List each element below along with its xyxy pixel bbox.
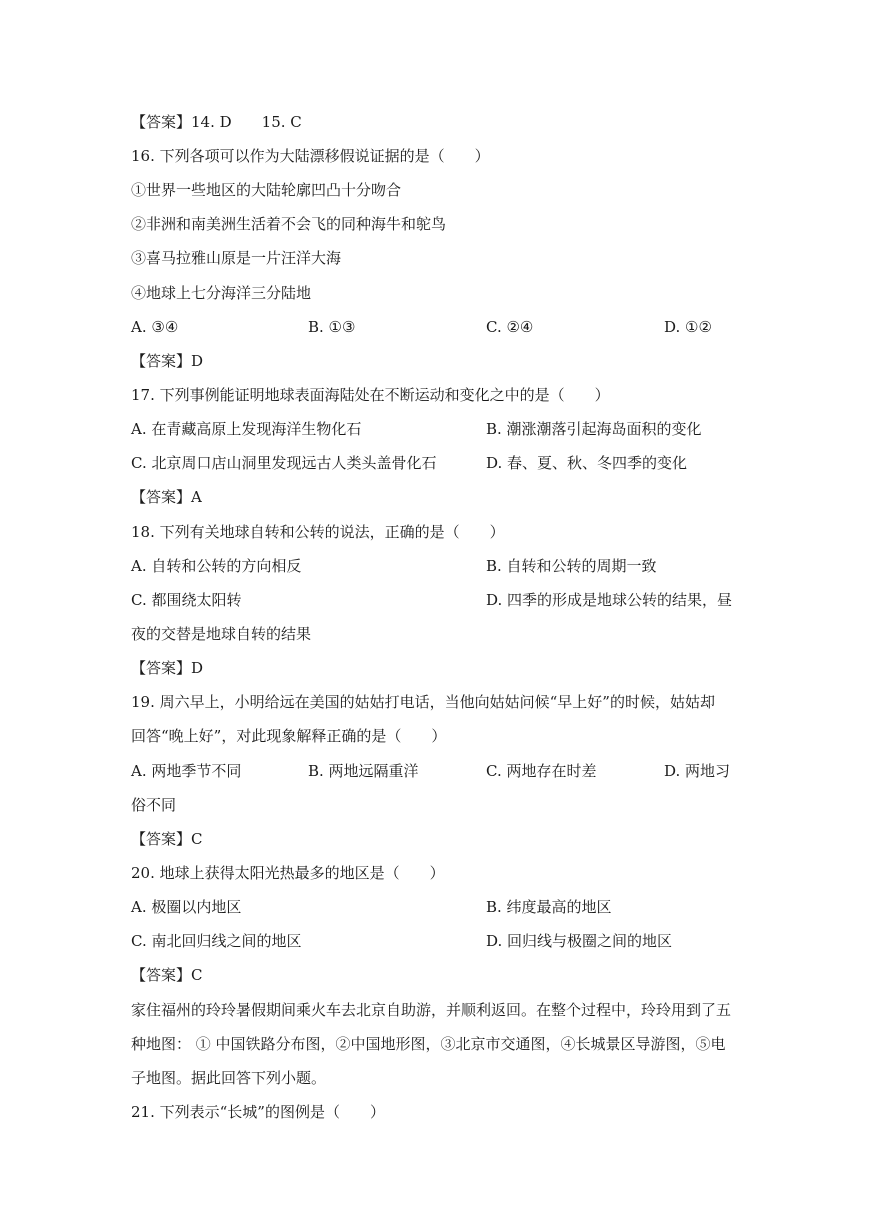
passage-line-2: 种地图： ① 中国铁路分布图，②中国地形图，③北京市交通图，④长城景区导游图，⑤电: [131, 1035, 726, 1053]
q18-option-b: B. 自转和公转的周期一致: [486, 557, 657, 575]
q19-stem-line-1: 19. 周六早上，小明给远在美国的姑姑打电话，当他向姑姑问候“早上好”的时候，姑姑却: [131, 693, 715, 711]
q16-item-3: ③喜马拉雅山原是一片汪洋大海: [131, 249, 342, 267]
q16-item-4: ④地球上七分海洋三分陆地: [131, 284, 312, 302]
q17-answer: 【答案】A: [131, 488, 202, 506]
q20-option-b: B. 纬度最高的地区: [486, 898, 612, 916]
q19-option-a: A. 两地季节不同: [131, 762, 242, 780]
q16-option-d: D. ①②: [664, 318, 712, 336]
q17-stem: 17. 下列事例能证明地球表面海陆处在不断运动和变化之中的是（ ）: [131, 386, 610, 404]
q16-option-b: B. ①③: [308, 318, 356, 336]
q17-options-row1: [131, 419, 751, 439]
q16-stem: 16. 下列各项可以作为大陆漂移假说证据的是（ ）: [131, 147, 490, 165]
answer-14-15: 【答案】14. D 15. C: [131, 113, 302, 131]
q19-stem-line-2: 回答“晚上好”，对此现象解释正确的是（ ）: [131, 727, 447, 745]
q18-option-d-continued: 夜的交替是地球自转的结果: [131, 625, 312, 643]
q19-option-d: D. 两地习: [664, 762, 731, 780]
q16-options: [131, 317, 751, 337]
q18-options-row1: [131, 556, 751, 576]
q20-option-a: A. 极圈以内地区: [131, 898, 242, 916]
q20-options-row1: [131, 897, 751, 917]
q17-option-b: B. 潮涨潮落引起海岛面积的变化: [486, 420, 702, 438]
q18-option-c: C. 都围绕太阳转: [131, 591, 242, 609]
q19-options: [131, 761, 751, 781]
q20-option-c: C. 南北回归线之间的地区: [131, 932, 302, 950]
q18-answer: 【答案】D: [131, 659, 204, 677]
q20-option-d: D. 回归线与极圈之间的地区: [486, 932, 673, 950]
q16-option-c: C. ②④: [486, 318, 534, 336]
passage-line-1: 家住福州的玲玲暑假期间乘火车去北京自助游，并顺利返回。在整个过程中，玲玲用到了五: [131, 1001, 732, 1019]
q21-stem: 21. 下列表示“长城”的图例是（ ）: [131, 1103, 385, 1121]
q17-options-row2: [131, 453, 751, 473]
q19-option-c: C. 两地存在时差: [486, 762, 597, 780]
q20-stem: 20. 地球上获得太阳光热最多的地区是（ ）: [131, 864, 445, 882]
q17-option-a: A. 在青藏高原上发现海洋生物化石: [131, 420, 362, 438]
q16-answer: 【答案】D: [131, 352, 204, 370]
q17-option-d: D. 春、夏、秋、冬四季的变化: [486, 454, 688, 472]
q16-item-2: ②非洲和南美洲生活着不会飞的同种海牛和鸵鸟: [131, 215, 447, 233]
q20-answer: 【答案】C: [131, 966, 203, 984]
q18-stem: 18. 下列有关地球自转和公转的说法，正确的是（ ）: [131, 523, 505, 541]
q18-option-a: A. 自转和公转的方向相反: [131, 557, 302, 575]
passage-line-3: 子地图。据此回答下列小题。: [131, 1069, 327, 1087]
q19-answer: 【答案】C: [131, 830, 203, 848]
q19-option-b: B. 两地远隔重洋: [308, 762, 419, 780]
q17-option-c: C. 北京周口店山洞里发现远古人类头盖骨化石: [131, 454, 437, 472]
q18-option-d: D. 四季的形成是地球公转的结果，昼: [486, 591, 733, 609]
q20-options-row2: [131, 931, 751, 951]
q16-item-1: ①世界一些地区的大陆轮廓凹凸十分吻合: [131, 181, 402, 199]
q18-options-row2: [131, 590, 751, 610]
q16-option-a: A. ③④: [131, 318, 179, 336]
q19-option-d-continued: 俗不同: [131, 796, 177, 814]
